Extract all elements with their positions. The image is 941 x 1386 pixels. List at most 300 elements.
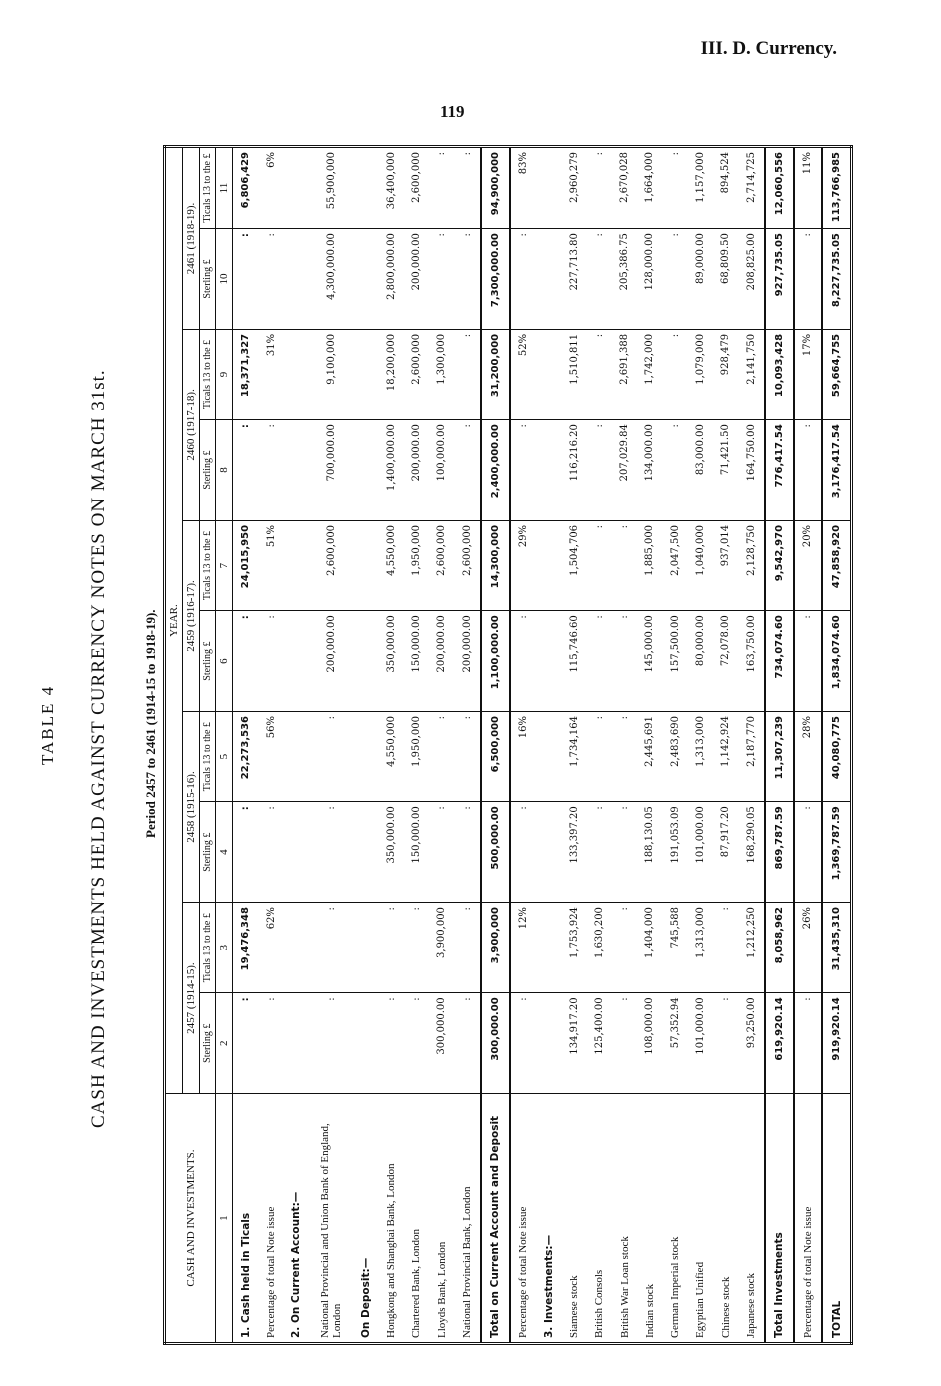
table-cell: 59,664,755 (822, 329, 851, 419)
table-cell: 29% (510, 520, 537, 610)
table-cell: 80,000.00 (688, 611, 713, 712)
table-cell (536, 229, 561, 330)
table-cell: 4,300,000.00 (309, 229, 353, 330)
table-cell: 10,093,428 (765, 329, 793, 419)
column-number: 8 (216, 420, 233, 521)
table-cell: : (233, 993, 259, 1094)
table-cell (536, 329, 561, 419)
table-cell: 56% (259, 712, 284, 802)
table-cell: 2,691,388 (612, 329, 637, 419)
table-cell: : (454, 802, 481, 903)
table-cell (284, 329, 309, 419)
table-cell: 6,806,429 (233, 147, 259, 229)
table-cell: 745,588 (663, 903, 688, 993)
table-cell: : (454, 147, 481, 229)
table-cell: 145,000.00 (637, 611, 662, 712)
table-row (688, 147, 713, 1344)
table-cell: 2,128,750 (738, 520, 765, 610)
table-row (562, 147, 587, 1344)
table-cell: 1,300,000 (429, 329, 454, 419)
row-label: Lloyds Bank, London (429, 1094, 454, 1344)
table-title: CASH AND INVESTMENTS HELD AGAINST CURRENCY NOTES ON MARCH 31st. (88, 369, 109, 1128)
table-cell: 300,000.00 (429, 993, 454, 1094)
table-cell (536, 712, 561, 802)
table-cell (284, 712, 309, 802)
page-number: 119 (440, 102, 465, 121)
table-cell (536, 520, 561, 610)
table-cell: 24,015,950 (233, 520, 259, 610)
table-cell: 1,400,000.00 (379, 420, 404, 521)
table-cell: 8,227,735.05 (822, 229, 851, 330)
table-cell: : (612, 802, 637, 903)
table-cell: 125,400.00 (587, 993, 612, 1094)
row-label: British War Loan stock (612, 1094, 637, 1344)
table-cell: : (587, 611, 612, 712)
table-cell: : (794, 993, 822, 1094)
table-cell: 6% (259, 147, 284, 229)
ticals-unit-header: Ticals 13 to the £ (200, 712, 216, 802)
table-cell: 2,445,691 (637, 712, 662, 802)
table-cell: 1,142,924 (713, 712, 738, 802)
table-cell (353, 329, 378, 419)
table-cell: 1,212,250 (738, 903, 765, 993)
table-row (536, 147, 561, 1344)
table-cell: 55,900,000 (309, 147, 353, 229)
table-cell: 19,476,348 (233, 903, 259, 993)
table-cell: 93,250.00 (738, 993, 765, 1094)
table-cell: 134,917.20 (562, 993, 587, 1094)
table-cell: : (510, 993, 537, 1094)
table-cell: : (587, 520, 612, 610)
column-number: 11 (216, 147, 233, 229)
table-cell: 116,216.20 (562, 420, 587, 521)
table-cell: : (454, 329, 481, 419)
table-cell: : (454, 993, 481, 1094)
row-label: Total Investments (765, 1094, 793, 1344)
table-cell: 2,600,000 (454, 520, 481, 610)
table-cell (284, 802, 309, 903)
table-row (404, 147, 429, 1344)
table-cell: 150,000.00 (404, 802, 429, 903)
sterling-unit-header: Sterling £ (200, 611, 216, 712)
table-cell: : (429, 147, 454, 229)
row-label: National Provincial and Union Bank of England, London (309, 1094, 353, 1344)
sterling-unit-header: Sterling £ (200, 229, 216, 330)
year-column-header: 2458 (1915-16). (183, 712, 200, 903)
table-cell (284, 147, 309, 229)
table-cell: : (259, 420, 284, 521)
table-cell: : (663, 147, 688, 229)
table-cell: : (259, 229, 284, 330)
table-cell: : (233, 229, 259, 330)
column-number: 5 (216, 712, 233, 802)
table-cell (284, 420, 309, 521)
table-cell: 1,664,000 (637, 147, 662, 229)
table-cell (353, 712, 378, 802)
table-cell (353, 147, 378, 229)
table-row (284, 147, 309, 1344)
table-cell: : (429, 802, 454, 903)
table-cell: : (454, 420, 481, 521)
table-cell: : (309, 993, 353, 1094)
currency-notes-table (163, 145, 853, 1345)
row-label: Japanese stock (738, 1094, 765, 1344)
table-cell: 62% (259, 903, 284, 993)
table-cell: 2,670,028 (612, 147, 637, 229)
column-number: 2 (216, 993, 233, 1094)
table-cell (284, 903, 309, 993)
table-cell: : (454, 712, 481, 802)
column-number: 4 (216, 802, 233, 903)
row-label: German Imperial stock (663, 1094, 688, 1344)
table-cell: 17% (794, 329, 822, 419)
table-cell: 3,900,000 (481, 903, 509, 993)
table-cell: : (794, 802, 822, 903)
sterling-unit-header: Sterling £ (200, 993, 216, 1094)
table-cell: : (379, 903, 404, 993)
table-cell: : (612, 993, 637, 1094)
table-cell: 18,371,327 (233, 329, 259, 419)
table-cell (353, 903, 378, 993)
table-cell: 1,950,000 (404, 520, 429, 610)
table-cell: : (429, 229, 454, 330)
table-cell (284, 611, 309, 712)
table-row (481, 147, 509, 1344)
table-cell: 94,900,000 (481, 147, 509, 229)
sterling-unit-header: Sterling £ (200, 802, 216, 903)
table-cell: : (454, 903, 481, 993)
table-cell (536, 802, 561, 903)
table-cell (353, 229, 378, 330)
table-cell: 1,734,164 (562, 712, 587, 802)
table-cell: 1,157,000 (688, 147, 713, 229)
table-cell (353, 611, 378, 712)
year-header: YEAR. (165, 147, 183, 1094)
table-cell: 4,550,000 (379, 520, 404, 610)
table-cell: 128,000.00 (637, 229, 662, 330)
table-cell: 157,500.00 (663, 611, 688, 712)
table-cell: 894,524 (713, 147, 738, 229)
table-cell (284, 520, 309, 610)
table-cell: 2,483,690 (663, 712, 688, 802)
table-cell: 200,000.00 (404, 229, 429, 330)
table-cell: 113,766,985 (822, 147, 851, 229)
table-cell: 164,750.00 (738, 420, 765, 521)
table-cell: 2,714,725 (738, 147, 765, 229)
row-label: 1. Cash held in Ticals (233, 1094, 259, 1344)
table-label: TABLE 4 (38, 684, 57, 765)
table-cell: : (259, 611, 284, 712)
table-cell: 927,735.05 (765, 229, 793, 330)
table-cell: : (233, 420, 259, 521)
table-cell: : (233, 611, 259, 712)
table-cell: 869,787.59 (765, 802, 793, 903)
table-cell: 1,369,787.59 (822, 802, 851, 903)
table-cell: 9,100,000 (309, 329, 353, 419)
table-cell: 22,273,536 (233, 712, 259, 802)
table-cell: : (612, 712, 637, 802)
table-cell: 108,000.00 (637, 993, 662, 1094)
table-cell: 18,200,000 (379, 329, 404, 419)
table-cell: 101,000.00 (688, 802, 713, 903)
table-cell: 207,029.84 (612, 420, 637, 521)
table-cell: : (510, 420, 537, 521)
table-cell: 200,000.00 (404, 420, 429, 521)
row-label: British Consols (587, 1094, 612, 1344)
table-cell: : (587, 147, 612, 229)
table-cell: 36,400,000 (379, 147, 404, 229)
table-cell: 16% (510, 712, 537, 802)
table-cell: 1,313,000 (688, 903, 713, 993)
table-cell: 133,397.20 (562, 802, 587, 903)
period-subtitle: Period 2457 to 2461 (1914-15 to 1918-19). (143, 609, 158, 838)
year-column-header: 2460 (1917-18). (183, 329, 200, 520)
table-cell: 3,900,000 (429, 903, 454, 993)
table-cell: 2,187,770 (738, 712, 765, 802)
table-cell: 51% (259, 520, 284, 610)
table-cell: : (510, 802, 537, 903)
table-cell: : (379, 993, 404, 1094)
table-row (794, 147, 822, 1344)
table-cell: 734,074.60 (765, 611, 793, 712)
table-cell: 205,386.75 (612, 229, 637, 330)
table-cell: 9,542,970 (765, 520, 793, 610)
table-row (309, 147, 353, 1344)
table-cell (353, 802, 378, 903)
table-cell: 100,000.00 (429, 420, 454, 521)
table-cell: : (663, 229, 688, 330)
table-cell (353, 993, 378, 1094)
column-number: 6 (216, 611, 233, 712)
table-cell (536, 903, 561, 993)
rotated-table-container (163, 145, 853, 1345)
row-label: Egyptian Unified (688, 1094, 713, 1344)
year-column-header: 2461 (1918-19). (183, 147, 200, 330)
table-cell: : (612, 903, 637, 993)
table-cell: 7,300,000.00 (481, 229, 509, 330)
table-cell: 134,000.00 (637, 420, 662, 521)
table-cell: 101,000.00 (688, 993, 713, 1094)
table-row (765, 147, 793, 1344)
table-cell: 227,713.80 (562, 229, 587, 330)
table-row (233, 147, 259, 1344)
table-row (379, 147, 404, 1344)
row-label: Percentage of total Note issue (259, 1094, 284, 1344)
table-cell: 2,600,000 (309, 520, 353, 610)
table-cell: 83,000.00 (688, 420, 713, 521)
table-cell: 700,000.00 (309, 420, 353, 521)
table-cell (536, 147, 561, 229)
stub-header: CASH AND INVESTMENTS. (165, 1094, 216, 1344)
table-cell: : (794, 229, 822, 330)
table-cell: 87,917.20 (713, 802, 738, 903)
sterling-unit-header: Sterling £ (200, 420, 216, 521)
table-cell: 300,000.00 (481, 993, 509, 1094)
table-cell: 776,417.54 (765, 420, 793, 521)
row-label: Chinese stock (713, 1094, 738, 1344)
table-row (587, 147, 612, 1344)
table-cell: 200,000.00 (309, 611, 353, 712)
table-cell: : (612, 611, 637, 712)
table-cell: 200,000.00 (454, 611, 481, 712)
table-cell: 1,100,000.00 (481, 611, 509, 712)
table-cell: 150,000.00 (404, 611, 429, 712)
table-cell: : (233, 802, 259, 903)
table-cell: : (587, 229, 612, 330)
row-label: Percentage of total Note issue (794, 1094, 822, 1344)
table-cell (536, 993, 561, 1094)
table-cell: : (663, 420, 688, 521)
table-cell: 28% (794, 712, 822, 802)
table-cell: 1,885,000 (637, 520, 662, 610)
table-cell: : (454, 229, 481, 330)
table-cell: 1,753,924 (562, 903, 587, 993)
table-cell: : (794, 611, 822, 712)
table-cell: 71,421.50 (713, 420, 738, 521)
table-cell: 191,053.09 (663, 802, 688, 903)
table-cell: : (713, 903, 738, 993)
table-cell: 2,800,000.00 (379, 229, 404, 330)
table-cell (284, 229, 309, 330)
table-cell: 14,300,000 (481, 520, 509, 610)
table-cell (353, 420, 378, 521)
table-cell (284, 993, 309, 1094)
table-cell: 168,290.05 (738, 802, 765, 903)
table-cell: 52% (510, 329, 537, 419)
table-cell: 2,047,500 (663, 520, 688, 610)
table-cell: 40,080,775 (822, 712, 851, 802)
table-cell: 188,130.05 (637, 802, 662, 903)
year-column-header: 2457 (1914-15). (183, 903, 200, 1094)
section-heading: III. D. Currency. (700, 38, 837, 59)
table-cell: 928,479 (713, 329, 738, 419)
table-row (663, 147, 688, 1344)
table-row (454, 147, 481, 1344)
row-label: Indian stock (637, 1094, 662, 1344)
table-cell: 2,600,000 (429, 520, 454, 610)
row-label: Total on Current Account and Deposit (481, 1094, 509, 1344)
ticals-unit-header: Ticals 13 to the £ (200, 329, 216, 419)
row-label: Siamese stock (562, 1094, 587, 1344)
row-label: National Provincial Bank, London (454, 1094, 481, 1344)
table-cell: 2,400,000.00 (481, 420, 509, 521)
table-row (259, 147, 284, 1344)
table-cell: 1,742,000 (637, 329, 662, 419)
ticals-unit-header: Ticals 13 to the £ (200, 903, 216, 993)
table-cell: 47,858,920 (822, 520, 851, 610)
table-cell: 937,014 (713, 520, 738, 610)
table-cell: 83% (510, 147, 537, 229)
table-cell: 1,313,000 (688, 712, 713, 802)
row-label: On Deposit:— (353, 1094, 378, 1344)
table-cell: : (309, 903, 353, 993)
row-label: 2. On Current Account:— (284, 1094, 309, 1344)
table-cell: 3,176,417.54 (822, 420, 851, 521)
table-cell: : (309, 712, 353, 802)
table-cell: : (612, 520, 637, 610)
row-label: TOTAL (822, 1094, 851, 1344)
table-row (713, 147, 738, 1344)
table-cell: : (794, 420, 822, 521)
table-cell: 115,746.60 (562, 611, 587, 712)
table-cell (536, 611, 561, 712)
table-cell: : (510, 229, 537, 330)
column-number: 7 (216, 520, 233, 610)
row-label: Chartered Bank, London (404, 1094, 429, 1344)
table-row (822, 147, 851, 1344)
table-cell: 12,060,556 (765, 147, 793, 229)
table-cell: 26% (794, 903, 822, 993)
table-cell: 11% (794, 147, 822, 229)
table-cell: 500,000.00 (481, 802, 509, 903)
column-number: 3 (216, 903, 233, 993)
table-cell: 1,630,200 (587, 903, 612, 993)
table-cell: 31,435,310 (822, 903, 851, 993)
table-cell: 8,058,962 (765, 903, 793, 993)
table-cell: 2,141,750 (738, 329, 765, 419)
table-cell: : (259, 802, 284, 903)
table-cell: : (404, 993, 429, 1094)
table-cell: 1,079,000 (688, 329, 713, 419)
row-label: Percentage of total Note issue (510, 1094, 537, 1344)
table-cell: 6,500,000 (481, 712, 509, 802)
table-cell: 1,950,000 (404, 712, 429, 802)
table-cell: 619,920.14 (765, 993, 793, 1094)
table-cell: 350,000.00 (379, 611, 404, 712)
table-cell (353, 520, 378, 610)
table-cell: 350,000.00 (379, 802, 404, 903)
table-cell: 1,510,811 (562, 329, 587, 419)
table-cell: 1,040,000 (688, 520, 713, 610)
table-cell: : (309, 802, 353, 903)
table-cell: 919,920.14 (822, 993, 851, 1094)
table-cell: 31,200,000 (481, 329, 509, 419)
table-cell: 1,404,000 (637, 903, 662, 993)
ticals-unit-header: Ticals 13 to the £ (200, 520, 216, 610)
table-row (612, 147, 637, 1344)
table-cell: : (429, 712, 454, 802)
table-cell: 2,600,000 (404, 329, 429, 419)
table-cell: 20% (794, 520, 822, 610)
ticals-unit-header: Ticals 13 to the £ (200, 147, 216, 229)
table-cell: 1,504,706 (562, 520, 587, 610)
table-cell: 2,600,000 (404, 147, 429, 229)
table-cell: 12% (510, 903, 537, 993)
table-row (637, 147, 662, 1344)
column-number: 1 (216, 1094, 233, 1344)
row-label: Hongkong and Shanghai Bank, London (379, 1094, 404, 1344)
table-cell: : (587, 329, 612, 419)
table-cell: : (587, 802, 612, 903)
table-row (510, 147, 537, 1344)
table-cell: : (663, 329, 688, 419)
column-number: 10 (216, 229, 233, 330)
table-cell: 163,750.00 (738, 611, 765, 712)
table-cell (536, 420, 561, 521)
table-cell: 57,352.94 (663, 993, 688, 1094)
table-cell: : (259, 993, 284, 1094)
table-cell: 89,000.00 (688, 229, 713, 330)
table-row (738, 147, 765, 1344)
column-number: 9 (216, 329, 233, 419)
table-cell: 208,825.00 (738, 229, 765, 330)
table-row (353, 147, 378, 1344)
table-cell: 31% (259, 329, 284, 419)
table-row (429, 147, 454, 1344)
year-column-header: 2459 (1916-17). (183, 520, 200, 711)
table-cell: 200,000.00 (429, 611, 454, 712)
table-cell: : (404, 903, 429, 993)
